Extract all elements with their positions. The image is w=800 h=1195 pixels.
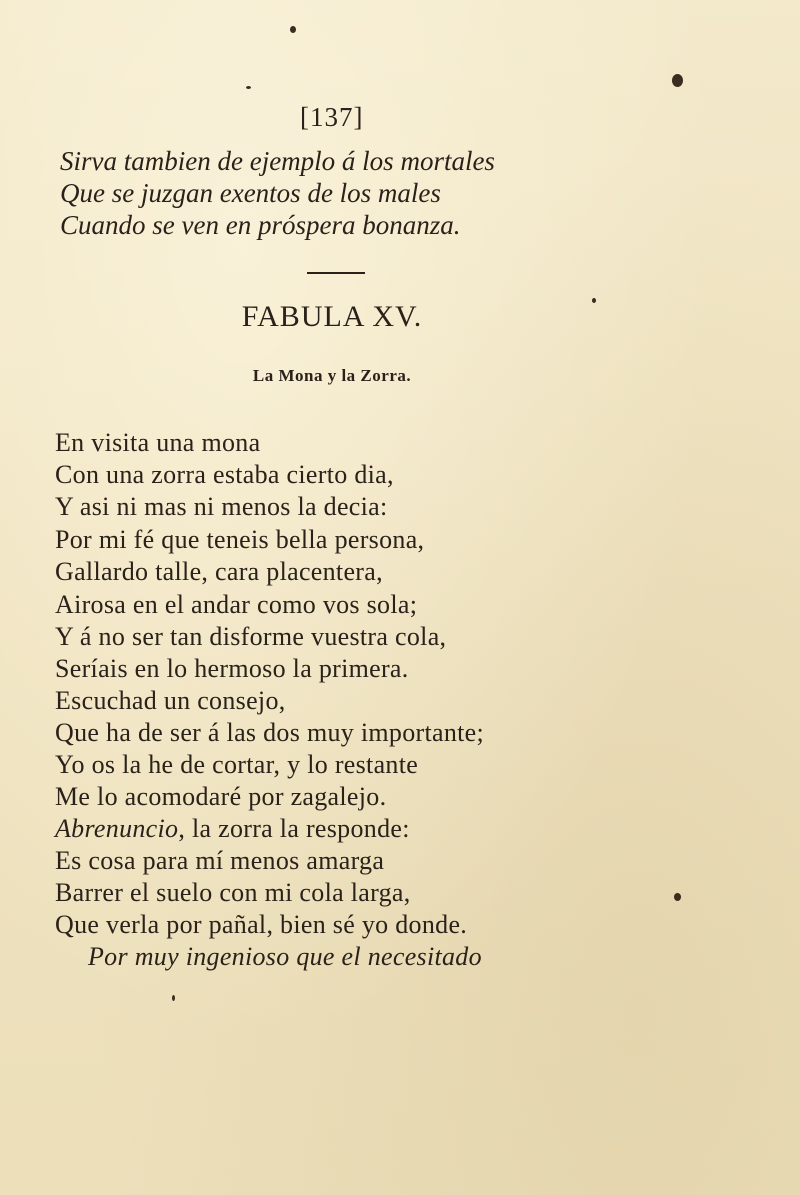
poem-line: Por muy ingenioso que el necesitado <box>88 942 482 971</box>
poem-line: Barrer el suelo con mi cola larga, <box>55 878 411 907</box>
ink-speck <box>674 893 681 901</box>
ink-speck <box>246 86 251 89</box>
poem-line: En visita una mona <box>55 428 261 457</box>
poem-line: Yo os la he de cortar, y lo restante <box>55 750 419 779</box>
poem-line: Que verla por pañal, bien sé yo donde. <box>55 910 468 939</box>
intro-verse: Sirva tambien de ejemplo á los mortales <box>60 146 495 176</box>
ink-speck <box>290 26 296 33</box>
poem-line: Es cosa para mí menos amarga <box>55 846 385 875</box>
poem-line: Me lo acomodaré por zagalejo. <box>55 782 387 811</box>
poem-line: Airosa en el andar como vos sola; <box>55 590 418 619</box>
intro-verse: Que se juzgan exentos de los males <box>60 178 441 208</box>
poem-line: Escuchad un consejo, <box>55 686 286 715</box>
poem-line: Gallardo talle, cara placentera, <box>55 557 383 586</box>
poem-line: Abrenuncio, la zorra la responde: <box>55 814 410 843</box>
poem-line: Seríais en lo hermoso la primera. <box>55 654 409 683</box>
poem-line: Con una zorra estaba cierto dia, <box>55 460 394 489</box>
poem-line: Y asi ni mas ni menos la decia: <box>55 492 388 521</box>
fable-title: FABULA XV. <box>241 300 423 333</box>
intro-verse: Cuando se ven en próspera bonanza. <box>60 210 461 240</box>
page-number: [137] <box>300 102 364 132</box>
section-divider <box>307 272 365 274</box>
fable-subtitle: La Mona y la Zorra. <box>252 366 412 385</box>
poem-line: Que ha de ser á las dos muy importante; <box>55 718 485 747</box>
poem-line: Por mi fé que teneis bella persona, <box>55 525 425 554</box>
ink-speck <box>172 995 175 1001</box>
ink-speck <box>672 74 683 87</box>
poem-line: Y á no ser tan disforme vuestra cola, <box>55 622 447 651</box>
